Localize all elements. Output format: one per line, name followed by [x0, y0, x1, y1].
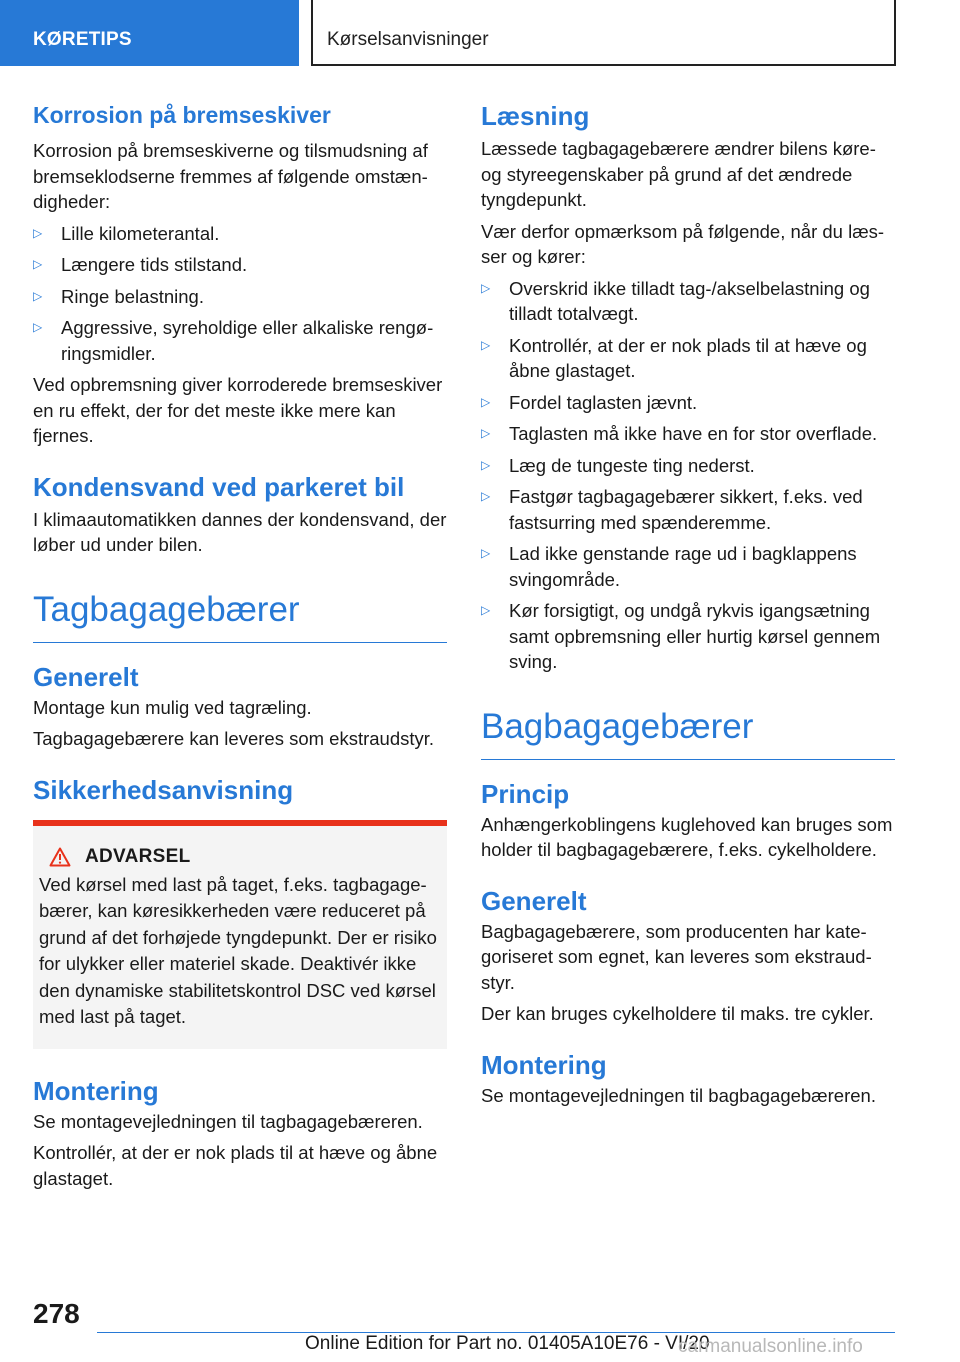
list-item: ▷ Aggressive, syreholdige eller alkaliske rengøringsmidler. [33, 317, 434, 364]
watermark: carmanualsonline.info [678, 1336, 863, 1357]
left-column [33, 100, 447, 1197]
paragraph: Anhængerkoblingens kuglehoved kan bruges som holder til bagbagagebærere, f.eks. cykelholdere. [481, 813, 893, 860]
section-label: KØRETIPS [33, 29, 132, 50]
chapter-tab [311, 0, 896, 66]
bullet-list [481, 276, 895, 675]
warning-text: Ved kørsel med last på taget, f.eks. tagbagagebærer, kan køresikkerheden være reduceret på grund af det forhøjede tyngdepunkt. Der er risiko for ulykker eller materiel skade. Deaktivér ikke den dynamiske stabilitetskontrol DSC ved kørsel med last på taget. [39, 873, 437, 1027]
paragraph: Se montagevejledningen til tagbagagebæreren. [33, 1110, 423, 1132]
heading-generelt: Generelt [33, 661, 139, 692]
paragraph: Se montagevejledningen til bagbagagebæreren. [481, 1084, 876, 1106]
heading-generelt: Generelt [481, 885, 587, 916]
triangle-right-icon: ▷ [481, 394, 491, 409]
list-item: ▷ Fastgør tagbagagebærer sikkert, f.eks. ved fastsurring med spænderemme. [481, 486, 863, 533]
triangle-right-icon: ▷ [481, 426, 491, 440]
heading-bagbagagebaerer: Bagbagagebærer [481, 705, 895, 760]
heading-laesning: Læsning [481, 101, 590, 131]
page-number: 278 [33, 1298, 80, 1329]
list-item: ▷ Ringe belastning. [33, 284, 447, 310]
triangle-right-icon: ▷ [33, 288, 43, 303]
list-item: ▷ Fordel taglasten jævnt. [481, 390, 895, 416]
list-item: ▷ Overskrid ikke tilladt tag-/akselbelastning og tilladt totalvægt. [481, 277, 870, 324]
page-header [0, 0, 960, 66]
triangle-right-icon: ▷ [33, 257, 43, 271]
warning-header [39, 846, 437, 868]
heading-kondens: Kondensvand ved parkeret bil [33, 471, 405, 502]
paragraph: Der kan bruges cykelholdere til maks. tre cykler. [481, 1003, 874, 1024]
paragraph: I klimaautomatikken dannes der kondensvand, der løber ud under bilen. [33, 508, 447, 555]
list-item: ▷ Læg de tungeste ting nederst. [481, 453, 895, 479]
paragraph: Tagbagagebærere kan leveres som ekstraudstyr. [33, 728, 435, 749]
warning-box [33, 820, 447, 1049]
triangle-right-icon: ▷ [33, 225, 43, 240]
heading-princip: Princip [481, 778, 570, 809]
triangle-right-icon: ▷ [481, 489, 491, 503]
chapter-label: Kørselsanvisninger [327, 29, 489, 50]
triangle-right-icon: ▷ [33, 320, 43, 334]
list-item: ▷ Kør forsigtigt, og undgå rykvis igangsætning samt opbremsning eller hurtig kørsel gennem sving. [481, 600, 881, 672]
heading-korrosion: Korrosion på bremseskiver [33, 102, 331, 128]
list-item: ▷ Taglasten må ikke have en for stor overflade. [481, 421, 895, 447]
list-item: ▷ Lille kilometerantal. [33, 221, 447, 247]
heading-montering: Montering [33, 1075, 159, 1106]
triangle-right-icon: ▷ [481, 546, 491, 560]
heading-tagbagagebaerer: Tagbagagebærer [33, 588, 447, 643]
paragraph: Ved opbremsning giver korroderede bremseskiver en ru effekt, der for det meste ikke mere kan fjernes. [33, 374, 443, 446]
list-item: ▷ Længere tids stilstand. [33, 252, 447, 278]
bullet-list [33, 221, 447, 367]
heading-montering: Montering [481, 1049, 607, 1080]
paragraph: Korrosion på bremseskiverne og tilsmudsning af bremseklodserne fremmes af følgende omstændigheder: [33, 140, 428, 212]
paragraph: Kontrollér, at der er nok plads til at hæve og åbne glastaget. [33, 1142, 438, 1189]
triangle-right-icon: ▷ [481, 337, 491, 352]
list-item: ▷ Lad ikke genstande rage ud i bagklappens svingområde. [481, 543, 857, 590]
heading-sikkerhed: Sikkerhedsanvisning [33, 774, 294, 805]
right-column [481, 100, 895, 1114]
section-tab [0, 0, 299, 66]
paragraph: Montage kun mulig ved tagræling. [33, 696, 312, 718]
paragraph: Læssede tagbagagebærere ændrer bilens køre- og styreegenskaber på grund af det ændrede tyngdepunkt. [481, 138, 876, 210]
paragraph: Bagbagagebærere, som producenten har kategoriseret som egnet, kan leveres som ekstraudstyr. [481, 920, 872, 993]
warning-triangle-icon [49, 847, 71, 867]
warning-title: ADVARSEL [85, 845, 191, 867]
triangle-right-icon: ▷ [481, 280, 491, 295]
edition-text: Online Edition for Part no. 01405A10E76 - VI/20 [305, 1333, 710, 1354]
triangle-right-icon: ▷ [481, 457, 491, 472]
paragraph: Vær derfor opmærksom på følgende, når du læsser og kører: [481, 220, 885, 267]
triangle-right-icon: ▷ [481, 603, 491, 617]
list-item: ▷ Kontrollér, at der er nok plads til at hæve og åbne glastaget. [481, 334, 867, 381]
